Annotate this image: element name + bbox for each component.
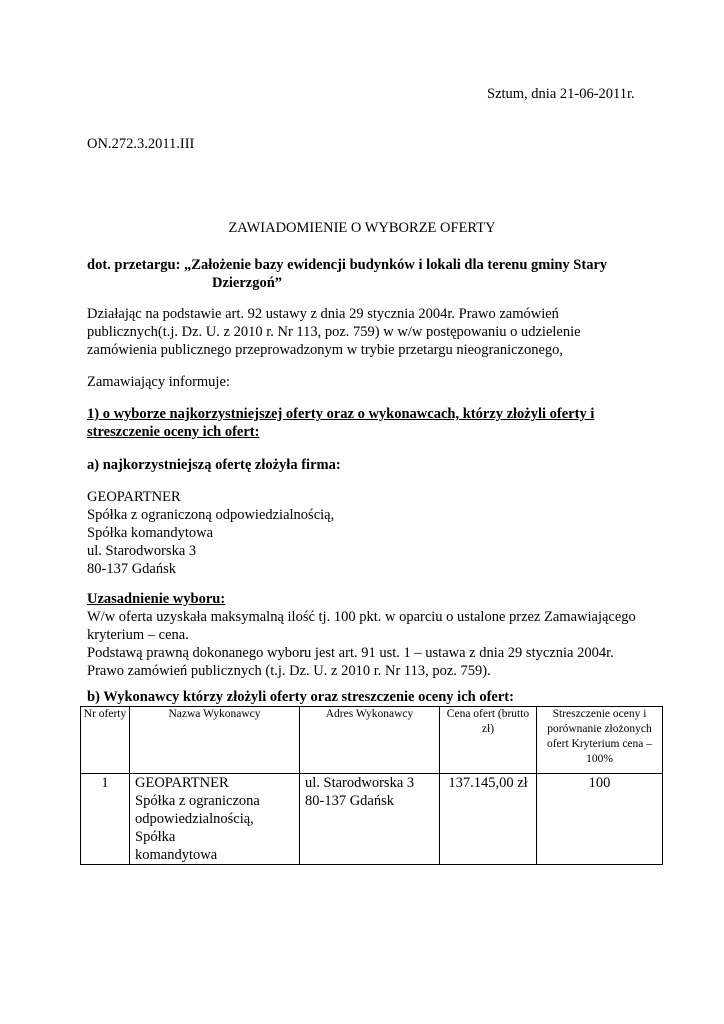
name-line: GEOPARTNER	[135, 775, 229, 791]
name-line: odpowiedzialnością, Spółka	[135, 811, 254, 845]
header-price: Cena ofert (brutto zł)	[440, 707, 537, 774]
table-header-row	[81, 707, 663, 774]
company-line: Spółka z ograniczoną odpowiedzialnością,	[87, 507, 335, 523]
cell-name	[130, 774, 300, 865]
offers-table	[80, 706, 663, 865]
address-line: ul. Starodworska 3	[305, 775, 415, 791]
document-title: ZAWIADOMIENIE O WYBORZE OFERTY	[228, 220, 496, 236]
section-b-heading: b) Wykonawcy którzy złożyli oferty oraz streszczenie oceny ich ofert:	[87, 689, 514, 705]
table-row	[81, 774, 663, 865]
company-line: 80-137 Gdańsk	[87, 561, 177, 577]
justification-line: W/w oferta uzyskała maksymalną ilość tj. 100 pkt. w oparciu o ustalone przez Zamawiającego	[87, 609, 636, 625]
reference-number: ON.272.3.2011.III	[87, 136, 195, 152]
name-line: komandytowa	[135, 847, 218, 863]
justification-line: Podstawą prawną dokonanego wyboru jest art. 91 ust. 1 – ustawa z dnia 29 stycznia 2004r.	[87, 645, 614, 661]
place-date: Sztum, dnia 21-06-2011r.	[487, 86, 635, 102]
winning-company-block	[87, 488, 334, 578]
address-line: 80-137 Gdańsk	[305, 793, 395, 809]
justification-block	[87, 590, 667, 680]
justification-line: kryterium – cena.	[87, 627, 189, 643]
cell-price: 137.145,00 zł	[440, 774, 537, 865]
company-line: ul. Starodworska 3	[87, 543, 197, 559]
header-score: Streszczenie oceny i porównanie złożonych ofert Kryterium cena – 100%	[537, 707, 663, 774]
intro-paragraph: Działając na podstawie art. 92 ustawy z dnia 29 stycznia 2004r. Prawo zamówień publicznych(t.j. Dz. U. z 2010 r. Nr 113, poz. 759) w w/w postępowaniu o udzielenie zamówienia publicznego przeprowadzonym w trybie przetargu nieograniczonego,	[87, 306, 581, 358]
section-a-heading: a) najkorzystniejszą ofertę złożyła firma:	[87, 457, 341, 473]
cell-score: 100	[537, 774, 663, 865]
informs-line: Zamawiający informuje:	[87, 374, 230, 390]
company-line: GEOPARTNER	[87, 489, 181, 505]
justification-line: Prawo zamówień publicznych (t.j. Dz. U. z 2010 r. Nr 113, poz. 759).	[87, 663, 491, 679]
company-line: Spółka komandytowa	[87, 525, 214, 541]
header-nr: Nr oferty	[81, 707, 130, 774]
section-1-heading: 1) o wyborze najkorzystniejszej oferty oraz o wykonawcach, którzy złożyli oferty i streszczenie oceny ich ofert:	[87, 406, 595, 440]
subject-line	[87, 256, 647, 292]
header-name: Nazwa Wykonawcy	[130, 707, 300, 774]
header-address: Adres Wykonawcy	[300, 707, 440, 774]
cell-nr: 1	[81, 774, 130, 865]
subject-line-1: dot. przetargu: „Założenie bazy ewidencji budynków i lokali dla terenu gminy Stary	[87, 257, 608, 273]
justification-heading: Uzasadnienie wyboru:	[87, 591, 226, 607]
cell-address	[300, 774, 440, 865]
subject-line-2: Dzierzgoń”	[212, 275, 283, 291]
name-line: Spółka z ograniczona	[135, 793, 260, 809]
